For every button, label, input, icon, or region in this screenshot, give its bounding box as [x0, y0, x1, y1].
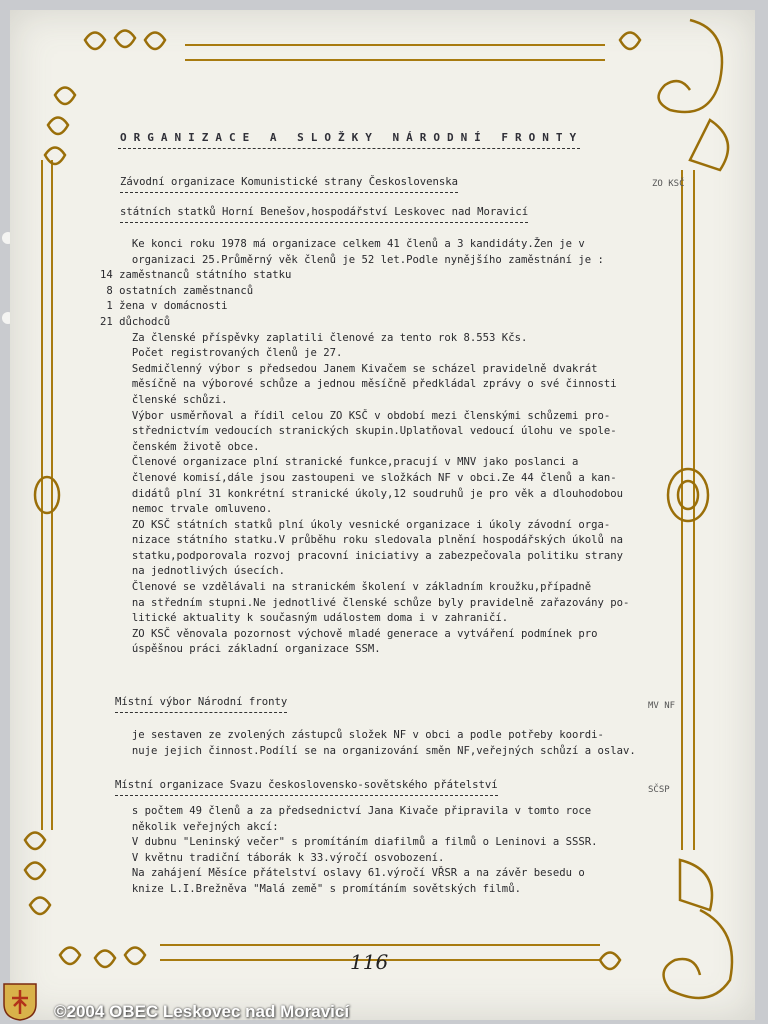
zo-line: didátů plní 31 konkrétní stranické úkoly,12 soudruhů je pro věk a dlouhodobou — [100, 487, 623, 500]
zo-title-2: státních statků Horní Benešov,hospodářství Leskovec nad Moravicí — [120, 205, 528, 223]
page-heading: ORGANIZACE A SLOŽKY NÁRODNÍ FRONTY — [120, 131, 584, 144]
ssp-body — [100, 804, 660, 898]
mv-line: je sestaven ze zvolených zástupců složek NF v obci a podle potřeby koordi- — [100, 729, 604, 741]
zo-line: členové komisí,dále jsou zastoupeni ve složkách NF v obci.Ze 44 členů a kan- — [100, 471, 617, 484]
zo-line: Výbor usměrňoval a řídil celou ZO KSČ v období mezi členskými schůzemi pro- — [100, 409, 611, 422]
copyright-watermark: ©2004 OBEC Leskovec nad Moravicí — [54, 1002, 350, 1021]
zo-line: střednictvím vedoucích stranických skupin.Uplatňoval vedoucí úlohu ve spole- — [100, 425, 617, 438]
zo-line: 14 zaměstnanců státního statku — [100, 269, 292, 282]
zo-body — [100, 237, 660, 658]
zo-title-1: Závodní organizace Komunistické strany Československa — [120, 175, 458, 193]
municipal-coat-of-arms-icon — [2, 982, 38, 1022]
ssp-line: s počtem 49 členů a za předsednictví Jana Kivače připravila v tomto roce — [100, 805, 592, 817]
zo-line: 8 ostatních zaměstnanců — [100, 284, 254, 297]
heading-underline — [118, 148, 580, 149]
zo-line: Členové organizace plní stranické funkce,pracují v MNV jako poslanci a — [100, 456, 579, 469]
zo-line: členské schůzi. — [100, 393, 228, 406]
zo-line: statku,podporovala rozvoj pracovní iniciativy a zabezpečovala politiku strany — [100, 549, 623, 562]
zo-line: 1 žena v domácnosti — [100, 300, 228, 313]
zo-line: 21 důchodců — [100, 315, 171, 328]
page-number: 116 — [350, 950, 389, 974]
zo-line: Počet registrovaných členů je 27. — [100, 347, 343, 360]
ssp-line: Na zahájení Měsíce přátelství oslavy 61.výročí VŘSR a na závěr besedu o — [100, 867, 585, 880]
zo-margin-tag: ZO KSČ — [652, 179, 685, 189]
zo-line: úspěšnou práci základní organizace SSM. — [100, 643, 381, 656]
ssp-line: několik veřejných akcí: — [100, 820, 279, 833]
ssp-line: knize L.I.Brežněva "Malá země" s promítáním sovětských filmů. — [100, 882, 521, 895]
zo-line: ZO KSČ státních statků plní úkoly vesnické organizace i úkoly závodní orga- — [100, 518, 611, 531]
zo-line: na středním stupni.Ne jednotlivé členské schůze byly pravidelně zařazovány po- — [100, 596, 630, 609]
zo-line: nizace státního statku.V průběhu roku sledovala plnění hospodářských úkolů na — [100, 534, 623, 547]
ssp-line: V květnu tradiční táborák k 33.výročí osvobození. — [100, 851, 445, 864]
zo-line: organizaci 25.Průměrný věk členů je 52 let.Podle nynějšího zaměstnání je : — [100, 253, 604, 266]
mv-margin-tag: MV NF — [648, 701, 676, 711]
ssp-line: V dubnu "Leninský večer" s promítáním diafilmů a filmů o Leninovi a SSSR. — [100, 836, 598, 849]
zo-line: Sedmičlenný výbor s předsedou Janem Kivačem se scházel pravidelně dvakrát — [100, 362, 598, 375]
ssp-margin-tag: SČSP — [648, 785, 670, 795]
zo-line: Ke konci roku 1978 má organizace celkem 41 členů a 3 kandidáty.Žen je v — [100, 238, 585, 250]
zo-line: Za členské příspěvky zaplatili členové za tento rok 8.553 Kčs. — [100, 331, 528, 344]
zo-line: ZO KSČ věnovala pozornost výchově mladé generace a vytváření podmínek pro — [100, 627, 598, 640]
zo-line: čenském životě obce. — [100, 440, 260, 453]
mv-body — [100, 728, 660, 759]
zo-line: nemoc trvale omluveno. — [100, 503, 273, 516]
zo-line: Členové se vzdělávali na stranickém školení v základním kroužku,případně — [100, 581, 592, 594]
mv-line: nuje jejich činnost.Podílí se na organizování směn NF,veřejných schůzí a oslav. — [100, 744, 636, 757]
zo-line: litické aktuality k současným událostem doma i v zahraničí. — [100, 612, 509, 625]
ssp-title: Místní organizace Svazu československo-sovětského přátelství — [115, 778, 498, 796]
zo-line: měsíčně na výborové schůze a jednou měsíčně předkládal zprávy o své činnosti — [100, 378, 617, 391]
zo-line: na jednotlivých úsecích. — [100, 565, 285, 578]
mv-title: Místní výbor Národní fronty — [115, 695, 287, 713]
